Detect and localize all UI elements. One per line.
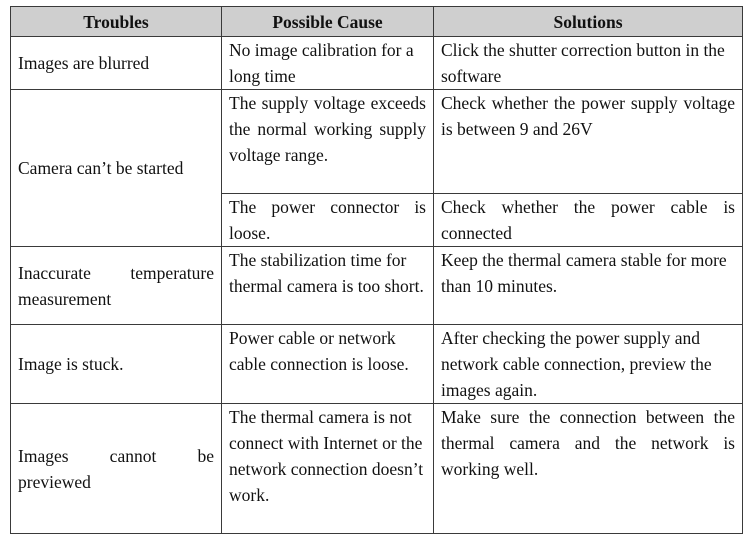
cause-cell: The stabilization time for thermal camera is too short. bbox=[222, 247, 434, 325]
cause-cell: The thermal camera is not connect with Internet or the network connection doesn’t work. bbox=[222, 404, 434, 534]
trouble-cell: Inaccurate temperature measurement bbox=[11, 247, 222, 325]
header-possible-cause: Possible Cause bbox=[222, 7, 434, 37]
table-row bbox=[11, 325, 743, 404]
cause-cell: The supply voltage exceeds the normal working supply voltage range. bbox=[222, 90, 434, 194]
trouble-cell: Image is stuck. bbox=[11, 325, 222, 404]
solution-cell: Check whether the power supply voltage is between 9 and 26V bbox=[434, 90, 743, 194]
solution-cell: Make sure the connection between the thermal camera and the network is working well. bbox=[434, 404, 743, 534]
solution-cell: Keep the thermal camera stable for more than 10 minutes. bbox=[434, 247, 743, 325]
trouble-cell: Images cannot be previewed bbox=[11, 404, 222, 534]
table-row bbox=[11, 404, 743, 534]
header-row bbox=[11, 7, 743, 37]
trouble-cell: Images are blurred bbox=[11, 37, 222, 90]
trouble-cell: Camera can’t be started bbox=[11, 90, 222, 247]
table-row bbox=[11, 247, 743, 325]
solution-cell: After checking the power supply and network cable connection, preview the images again. bbox=[434, 325, 743, 404]
cause-cell: The power connector is loose. bbox=[222, 194, 434, 247]
cause-cell: Power cable or network cable connection is loose. bbox=[222, 325, 434, 404]
header-solutions: Solutions bbox=[434, 7, 743, 37]
cause-cell: No image calibration for a long time bbox=[222, 37, 434, 90]
solution-cell: Check whether the power cable is connected bbox=[434, 194, 743, 247]
table-row bbox=[11, 90, 743, 194]
troubleshooting-table bbox=[10, 6, 743, 534]
header-troubles: Troubles bbox=[11, 7, 222, 37]
solution-cell: Click the shutter correction button in the software bbox=[434, 37, 743, 90]
table-row bbox=[11, 37, 743, 90]
